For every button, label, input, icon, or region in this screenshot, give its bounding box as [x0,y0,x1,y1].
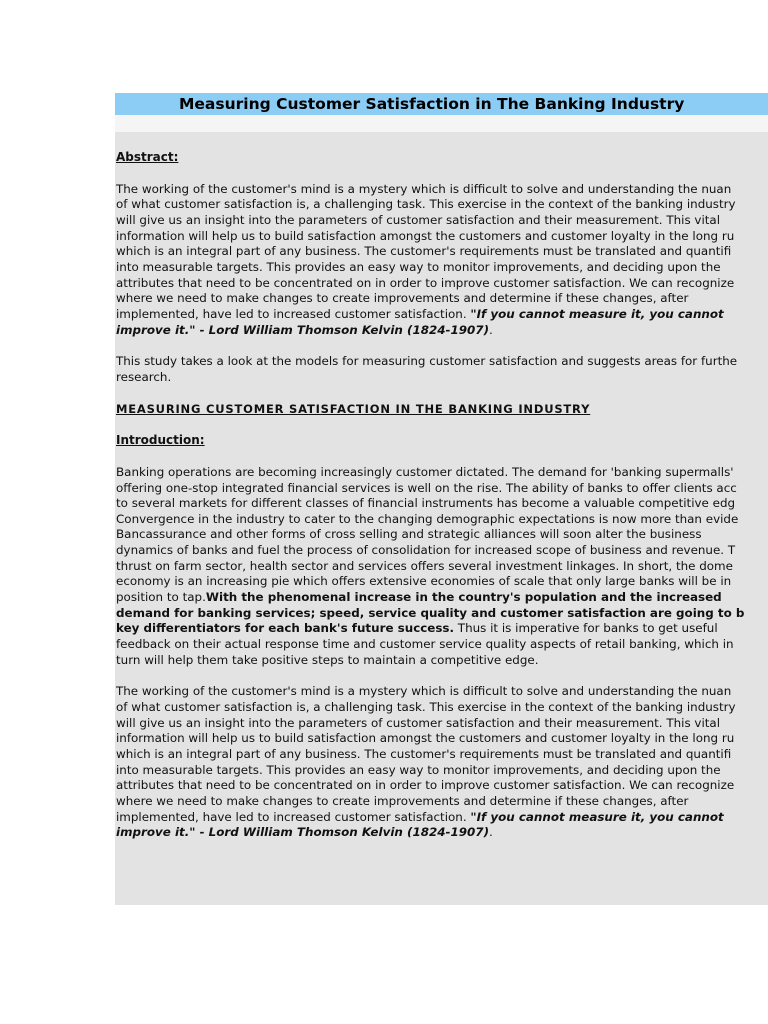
intro-paragraph [116,465,768,669]
text-run: implemented, have led to increased customer satisfaction. [116,809,471,824]
text-run: . [489,322,493,337]
kelvin-quote: improve it." - Lord William Thomson Kelvin (1824-1907) [116,322,489,337]
text-line: The working of the customer's mind is a mystery which is difficult to solve and understanding the nuan [116,684,732,699]
text-line: offering one-stop integrated financial services is well on the rise. The ability of banks to offer clients acc [116,480,737,495]
text-line [116,323,768,339]
title-spacer [115,115,768,132]
text-line: of what customer satisfaction is, a challenging task. This exercise in the context of the banking industry [116,700,736,715]
bold-run: key differentiators for each bank's future success. [116,621,455,636]
text-line [116,621,768,637]
text-line: This study takes a look at the models for measuring customer satisfaction and suggests areas for furthe [116,354,738,369]
text-run: Thus it is imperative for banks to get useful [454,621,718,636]
text-line: The working of the customer's mind is a mystery which is difficult to solve and understanding the nuan [116,181,732,196]
text-line: which is an integral part of any business. The customer's requirements must be translated and quantifi [116,747,732,761]
text-line: attributes that need to be concentrated on in order to improve customer satisfaction. We can recognize [116,778,735,793]
kelvin-quote: improve it." - Lord William Thomson Kelvin (1824-1907) [116,825,489,840]
text-line: into measurable targets. This provides an easy way to monitor improvements, and deciding upon the [116,762,721,777]
text-line [116,590,768,606]
text-run: implemented, have led to increased customer satisfaction. [116,306,471,321]
document-body [115,132,768,905]
section-heading-para [116,402,768,418]
text-line: Banking operations are becoming increasingly customer dictated. The demand for 'banking supermalls' [116,464,734,479]
text-line [116,307,768,323]
abstract-heading-para [116,150,768,166]
text-line: information will help us to build satisfaction amongst the customers and customer loyalty in the long ru [116,228,735,243]
text-line: where we need to make changes to create improvements and determine if these changes, after [116,291,689,306]
text-line: turn will help them take positive steps to maintain a competitive edge. [116,652,539,667]
text-line [116,825,768,841]
text-line: where we need to make changes to create improvements and determine if these changes, after [116,793,689,808]
text-line: which is an integral part of any business. The customer's requirements must be translated and quantifi [116,244,732,259]
text-line: will give us an insight into the parameters of customer satisfaction and their measurement. This vital [116,715,721,730]
document-page [115,0,768,1024]
text-line: dynamics of banks and fuel the process of consolidation for increased scope of business and revenue. T [116,543,736,558]
text-line: will give us an insight into the parameters of customer satisfaction and their measurement. This vital [116,212,721,227]
bold-run: With the phenomenal increase in the country's population and the increased [205,590,722,605]
text-line: economy is an increasing pie which offers extensive economies of scale that only large banks will be in [116,574,732,589]
text-run: position to tap. [116,590,206,605]
document-title: Measuring Customer Satisfaction in The Banking Industry [115,93,768,115]
text-line: Bancassurance and other forms of cross selling and strategic alliances will soon alter the business [116,527,702,542]
abstract-paragraph [116,182,768,339]
repeated-abstract-paragraph [116,684,768,841]
section-heading: MEASURING CUSTOMER SATISFACTION IN THE BANKING INDUSTRY [116,401,591,416]
text-line: feedback on their actual response time and customer service quality aspects of retail banking, which in [116,637,734,652]
text-line: into measurable targets. This provides an easy way to monitor improvements, and deciding upon the [116,259,721,274]
text-line: Convergence in the industry to cater to the changing demographic expectations is now more than evide [116,511,739,526]
intro-heading-para [116,433,768,449]
text-run: . [489,825,493,840]
text-line [116,810,768,826]
text-line: of what customer satisfaction is, a challenging task. This exercise in the context of the banking industry [116,197,736,212]
intro-heading: Introduction: [116,433,205,448]
text-line: attributes that need to be concentrated on in order to improve customer satisfaction. We can recognize [116,275,735,290]
text-line: demand for banking services; speed, service quality and customer satisfaction are going to b [116,605,745,620]
kelvin-quote: "If you cannot measure it, you cannot [470,809,724,824]
text-line: to several markets for different classes of financial instruments has become a valuable competitive edg [116,496,736,511]
text-line: research. [116,369,172,384]
kelvin-quote: "If you cannot measure it, you cannot [470,306,724,321]
abstract-heading: Abstract: [116,150,179,164]
study-paragraph [116,354,768,385]
text-line: information will help us to build satisfaction amongst the customers and customer loyalty in the long ru [116,731,735,746]
text-line: thrust on farm sector, health sector and services offers several investment linkages. In short, the dome [116,558,733,573]
